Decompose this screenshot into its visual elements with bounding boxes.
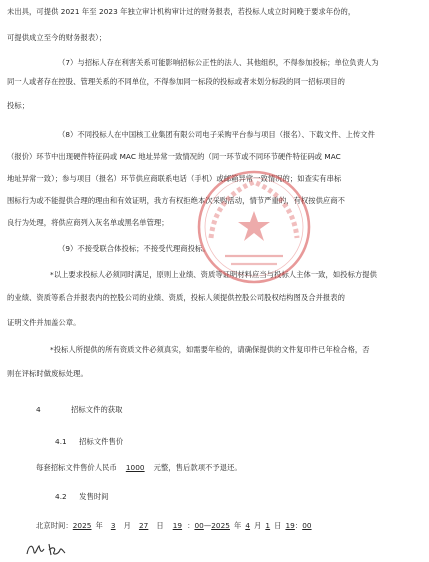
section-heading: 4 招标文件的获取 <box>36 405 123 414</box>
signature-icon <box>25 540 85 558</box>
subsection-heading: 4.2 发售时间 <box>55 492 109 501</box>
text-line: 良行为处理，将供应商列入灰名单或黑名单管理； <box>7 218 169 227</box>
company-seal-icon <box>195 168 313 286</box>
text-line: （8）不同投标人在中国核工业集团有限公司电子采购平台参与项目（报名）、下载文件、上传文件 <box>58 130 375 139</box>
text-line: *投标人所提供的所有资质文件必须真实，如需要年检的，请确保提供的文件复印件已年检合格，否 <box>50 345 370 354</box>
sale-time-line: 北京时间：2025 年 3 月 27 日 19 ：00—2025 年 4 月 1 日 19：00 <box>36 521 312 530</box>
text-line: 地址异常一致）；参与项目（报名）环节供应商联系电话（手机）或邮箱异常一致情况的；如查实有串标 <box>7 174 342 183</box>
text-line: （报价）环节中出现硬件特征码或 MAC 地址异常一致情况的（同一环节或不同环节硬件特征码或 MAC <box>7 152 341 161</box>
text-line: 未出具，可提供 2021 年至 2023 年独立审计机构审计过的财务报表，若投标人成立时间晚于要求年份的， <box>7 7 356 16</box>
text-line: 证明文件并加盖公章。 <box>7 318 81 327</box>
text-line: 可提供成立至今的财务报表）； <box>7 33 107 42</box>
price-amount: 1000 <box>125 463 145 472</box>
subsection-heading: 4.1 招标文件售价 <box>55 437 124 446</box>
price-line: 每套招标文件售价人民币 1000 元整，售后款项不予退还。 <box>36 463 242 472</box>
text-line: 投标； <box>7 101 30 110</box>
text-line: 的业绩、资质等系合并报表内的控股公司的业绩、资质，投标人须提供控股公司股权结构图及合并报表的 <box>7 293 345 302</box>
text-line: 同一人或者存在控股、管理关系的不同单位，不得参加同一标段的投标或者未划分标段的同一招标项目的 <box>7 77 345 86</box>
text-line: 则在评标时做废标处理。 <box>7 369 88 378</box>
text-line: 围标行为或不能提供合理的理由和有效证明，我方有权拒绝本次采购活动，情节严重的，有权按供应商不 <box>7 196 345 205</box>
text-line: （9）不接受联合体投标；不接受代理商投标。 <box>58 244 210 253</box>
text-line: *以上要求投标人必须同时满足，原则上业绩、资质等证明材料应当与投标人主体一致，如投标方提供 <box>50 270 377 279</box>
text-line: （7）与招标人存在利害关系可能影响招标公正性的法人、其他组织，不得参加投标；单位负责人为 <box>58 58 379 67</box>
